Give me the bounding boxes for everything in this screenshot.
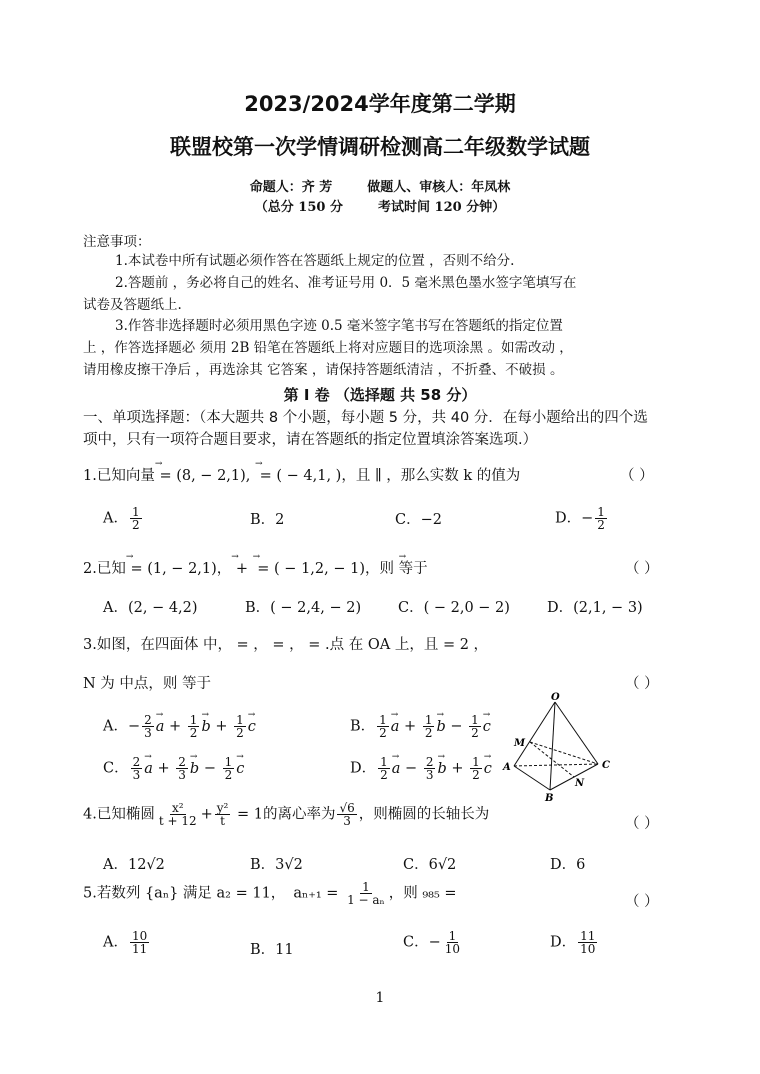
edge-oa bbox=[514, 702, 555, 766]
notice-line: 试卷及答题纸上. bbox=[83, 297, 182, 313]
option-b: B．2 bbox=[250, 512, 285, 528]
tetrahedron-figure bbox=[500, 690, 630, 805]
option-a: A．(2, − 4,2) bbox=[103, 600, 198, 616]
answer-bracket: （ ） bbox=[625, 561, 659, 577]
exam-title-line2: 联盟校第一次学情调研检测高二年级数学试题 bbox=[170, 135, 590, 159]
label-n: N bbox=[575, 778, 585, 789]
option-b: B．( − 2,4, − 2) bbox=[245, 600, 362, 616]
question-4-stem: 4.已知椭圆 $\frac{\text{x²}}{t + 12}$ + $\frac{\text{y²}}{t}$ = 1的离心率为 $\frac{√6}{3}$ ，则椭圆的长轴长为 bbox=[83, 801, 490, 828]
option-a: A．− $\frac{2}{3}$ → a + $\frac{1}{2}$ → b + $\frac{1}{2}$ → c bbox=[103, 714, 256, 739]
edge-ac bbox=[514, 764, 598, 766]
label-a: A bbox=[503, 762, 511, 773]
author-line bbox=[0, 176, 760, 195]
edge-ob bbox=[550, 702, 555, 790]
question-3-stem: 3.如图，在四面体 中， = ， = ， = .点 在 OA 上，且 = 2 ， bbox=[83, 637, 489, 653]
total-score: （总分 150 分 bbox=[254, 200, 343, 215]
answer-bracket: （ ） bbox=[620, 468, 654, 484]
part-instructions: 一、单项选择题：（本大题共 8 个小题，每小题 5 分，共 40 分．在每小题给出的四个选 bbox=[83, 410, 648, 426]
notice-line: 1.本试卷中所有试题必须作答在答题纸上规定的位置 ，否则不给分. bbox=[115, 253, 515, 269]
question-2-stem: 2.已知 = (1, − 2,1)， + = ( − 1,2, − 1)，则 等于 bbox=[83, 561, 428, 577]
option-a: A．12√2 bbox=[103, 857, 165, 873]
option-d: D．− $\frac{1}{2}$ bbox=[555, 505, 605, 532]
segment-mc bbox=[530, 742, 598, 764]
page-number: 1 bbox=[375, 990, 385, 1006]
option-b: B．3√2 bbox=[250, 857, 303, 873]
option-c: C．6√2 bbox=[403, 857, 457, 873]
answer-bracket: （ ） bbox=[625, 816, 659, 832]
edge-oc bbox=[555, 702, 598, 764]
label-o: O bbox=[551, 692, 560, 703]
section-title: 第 I 卷 （选择题 共 58 分） bbox=[283, 386, 477, 404]
option-a: A． $\frac{10}{11}$ bbox=[103, 929, 148, 956]
option-c: C．− $\frac{1}{10}$ bbox=[403, 929, 461, 956]
part-instructions: 项中，只有一项符合题目要求，请在答题纸的指定位置填涂答案选项.） bbox=[83, 432, 538, 448]
option-d: D．6 bbox=[550, 857, 586, 873]
exam-title-line1: 2023/2024学年度第二学期 bbox=[244, 92, 516, 116]
option-c: C．−2 bbox=[395, 512, 442, 528]
option-d: D． $\frac{1}{2}$ → a − $\frac{2}{3}$ → b + $\frac{1}{2}$ → c bbox=[350, 756, 492, 781]
edge-ab bbox=[514, 766, 550, 790]
notice-line: 请用橡皮擦干净后 ，再选涂其 它答案 ，请保持答题纸清洁 ，不折叠、不破损 。 bbox=[83, 362, 564, 378]
question-3-stem: N 为 中点，则 等于 bbox=[83, 676, 212, 692]
reviewer-label: 做题人、审核人：年凤林 bbox=[367, 180, 511, 195]
notice-line: 3.作答非选择题时必须用黑色字迹 0.5 毫米签字笔书写在答题纸的指定位置 bbox=[115, 318, 563, 334]
notice-line: 上 ，作答选择题必 须用 2B 铅笔在答题纸上将对应题目的选项涂黑 。如需改动 ， bbox=[83, 340, 573, 356]
label-c: C bbox=[602, 760, 610, 771]
option-b: B．11 bbox=[250, 942, 294, 958]
notice-line: 2.答题前 ，务必将自己的姓名、准考证号用 0．5 毫米黑色墨水签字笔填写在 bbox=[115, 275, 577, 291]
option-d: D．(2,1, − 3) bbox=[547, 600, 643, 616]
option-c: C． $\frac{2}{3}$ → a + $\frac{2}{3}$ → b − $\frac{1}{2}$ → c bbox=[103, 756, 244, 781]
option-b: B． $\frac{1}{2}$ → a + $\frac{1}{2}$ → b − $\frac{1}{2}$ → c bbox=[350, 714, 491, 739]
notice-heading: 注意事项： bbox=[83, 234, 151, 250]
option-c: C．( − 2,0 − 2) bbox=[398, 600, 510, 616]
option-a: A． $\frac{1}{2}$ bbox=[103, 505, 140, 532]
author-label: 命题人：齐 芳 bbox=[249, 180, 333, 195]
question-1-stem: 1.已知向量 = (8, − 2,1), = ( − 4,1, )，且 ∥ ，那么实数 k 的值为 bbox=[83, 468, 521, 484]
score-time-line bbox=[0, 196, 760, 215]
answer-bracket: （ ） bbox=[625, 676, 659, 692]
question-5-stem: 5.若数列 {aₙ} 满足 a₂ = 11， aₙ₊₁ = $\frac{1}{\text{1 − aₙ}}$ ，则 ₉₈₅ = bbox=[83, 880, 457, 907]
exam-time: 考试时间 120 分钟） bbox=[378, 200, 506, 215]
answer-bracket: （ ） bbox=[625, 894, 659, 910]
label-b: B bbox=[545, 793, 554, 804]
label-m: M bbox=[514, 738, 526, 749]
option-d: D． $\frac{11}{10}$ bbox=[550, 929, 596, 956]
